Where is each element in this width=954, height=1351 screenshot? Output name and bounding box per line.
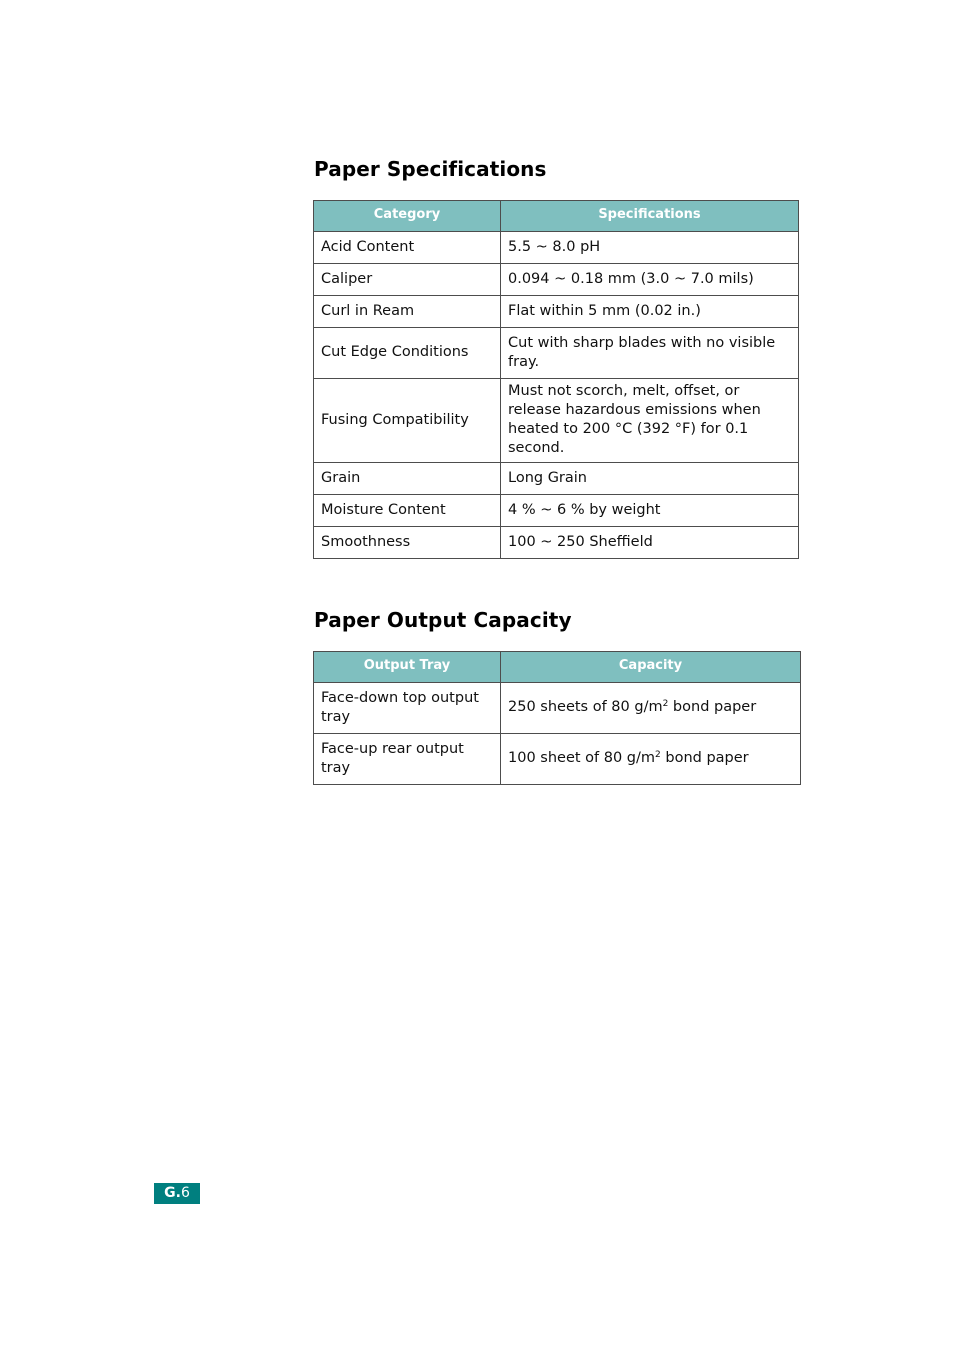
capacity-text: 250 sheets of 80 g/m (508, 699, 663, 715)
page-number-label: 6 (180, 1185, 190, 1201)
specification-cell: 0.094 ~ 0.18 mm (3.0 ~ 7.0 mils) (501, 264, 799, 296)
table-row (314, 232, 799, 264)
column-header-specifications: Specifications (501, 201, 799, 232)
paper-specifications-table (313, 200, 799, 559)
specification-cell: Must not scorch, melt, offset, or release hazardous emissions when heated to 200 °C (392 °F) for 0.1 second. (501, 379, 799, 463)
specification-cell: Flat within 5 mm (0.02 in.) (501, 296, 799, 328)
output-tray-cell: Face-up rear output tray (314, 734, 501, 785)
specification-cell: Long Grain (501, 463, 799, 495)
table-row (314, 683, 801, 734)
capacity-cell (501, 734, 801, 785)
category-cell: Grain (314, 463, 501, 495)
column-header-category: Category (314, 201, 501, 232)
table-header-row (314, 652, 801, 683)
output-tray-cell: Face-down top output tray (314, 683, 501, 734)
table-row (314, 264, 799, 296)
page-number-badge (154, 1183, 200, 1204)
capacity-cell (501, 683, 801, 734)
page-chapter-label: G. (164, 1185, 181, 1201)
category-cell: Smoothness (314, 527, 501, 559)
capacity-text-suffix: bond paper (660, 750, 749, 766)
table-row (314, 379, 799, 463)
category-cell: Caliper (314, 264, 501, 296)
category-cell: Moisture Content (314, 495, 501, 527)
table-row (314, 463, 799, 495)
table-row (314, 328, 799, 379)
table-row (314, 296, 799, 328)
table-row (314, 527, 799, 559)
table-row (314, 495, 799, 527)
specification-cell: 4 % ~ 6 % by weight (501, 495, 799, 527)
category-cell: Fusing Compatibility (314, 379, 501, 463)
capacity-text: 100 sheet of 80 g/m (508, 750, 656, 766)
superscript-exponent: 2 (662, 699, 669, 709)
column-header-capacity: Capacity (501, 652, 801, 683)
paper-specifications-title: Paper Specifications (314, 157, 547, 181)
specification-cell: Cut with sharp blades with no visible fray. (501, 328, 799, 379)
category-cell: Curl in Ream (314, 296, 501, 328)
column-header-output-tray: Output Tray (314, 652, 501, 683)
paper-output-capacity-title: Paper Output Capacity (314, 608, 572, 632)
specification-cell: 5.5 ~ 8.0 pH (501, 232, 799, 264)
capacity-text-suffix: bond paper (668, 699, 757, 715)
category-cell: Acid Content (314, 232, 501, 264)
paper-output-capacity-table (313, 651, 801, 785)
category-cell: Cut Edge Conditions (314, 328, 501, 379)
table-header-row (314, 201, 799, 232)
specification-cell: 100 ~ 250 Sheffield (501, 527, 799, 559)
table-row (314, 734, 801, 785)
superscript-exponent: 2 (655, 750, 661, 760)
